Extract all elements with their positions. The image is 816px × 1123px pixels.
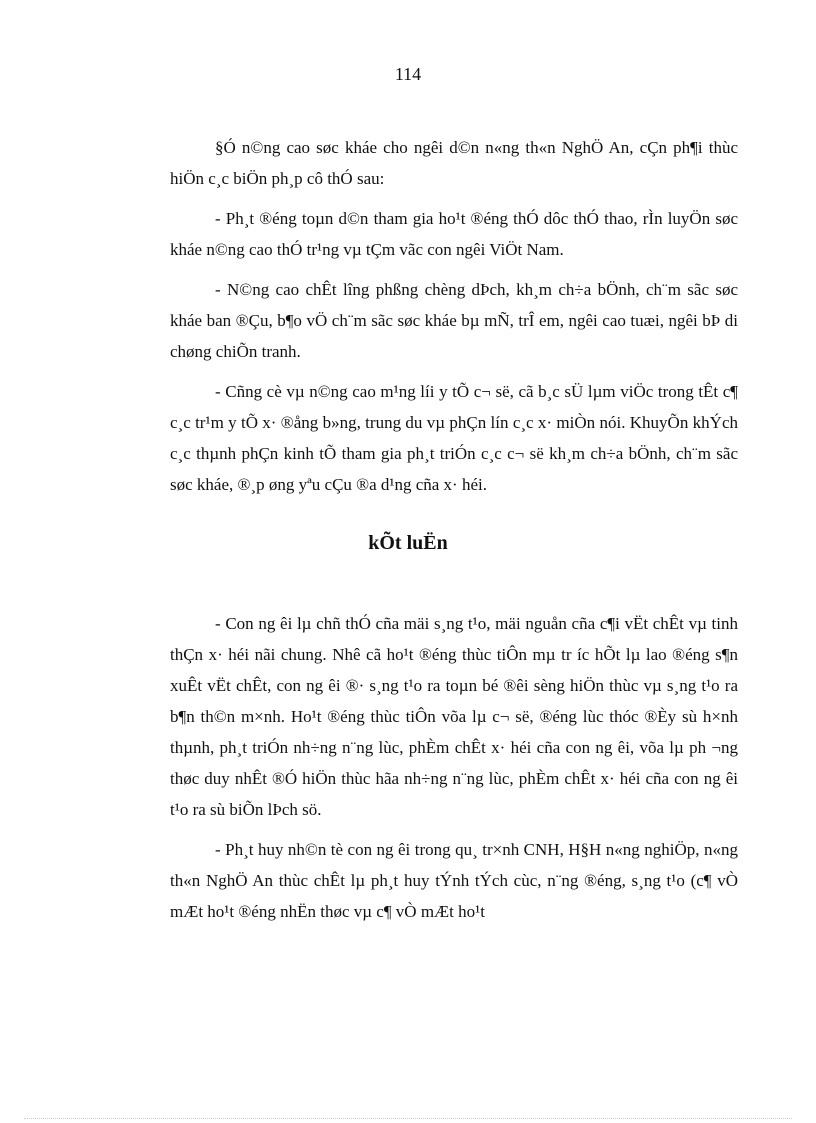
paragraph-medical-network: - Cñng cè vµ n©ng cao m¹ng líi y tÕ c¬ së, cã b¸c sÜ lµm viÖc trong tÊt c¶ c¸c tr¹m y tÕ x· ®ång b»ng, trung du vµ phÇn lín c¸c x· miÒn nói. KhuyÕn khÝch c¸c thµnh phÇn kinh tÕ tham gia ph¸t triÓn c¸c c¬ së kh¸m ch÷a bÖnh, ch¨m sãc søc kháe, ®¸p øng yªu cÇu ®a d¹ng cña x· héi. [170,382,738,494]
paragraph-intro: §Ó n©ng cao søc kháe cho ngêi d©n n«ng th«n NghÖ An, cÇn ph¶i thùc hiÖn c¸c biÖn ph¸p cô thÓ sau: [170,138,738,188]
section-recommendations [170,132,738,500]
section-conclusion [170,608,738,927]
paragraph-human-factor: - Ph¸t huy nh©n tè con ng êi trong qu¸ tr×nh CNH, H§H n«ng nghiÖp, n«ng th«n NghÖ An thùc chÊt lµ ph¸t huy tÝnh tÝch cùc, n¨ng ®éng, s¸ng t¹o (c¶ vÒ mÆt ho¹t ®éng nhËn thøc vµ c¶ vÒ mÆt ho¹t [170,840,738,921]
section-heading-conclusion: kÕt luËn [368,532,448,554]
paragraph-human-subject: - Con ng êi lµ chñ thÓ cña mäi s¸ng t¹o, mäi nguån cña c¶i vËt chÊt vµ tinh thÇn x· héi nãi chung. Nhê cã ho¹t ®éng thùc tiÔn mµ tr íc hÕt lµ lao ®éng s¶n xuÊt vËt chÊt, con ng êi ®· s¸ng t¹o ra toµn bé ®êi sèng hiÖn thùc vµ s¸ng t¹o ra b¶n th©n m×nh. Ho¹t ®éng thùc tiÔn võa lµ c¬ së, ®éng lùc thóc ®Èy sù h×nh thµnh, ph¸t triÓn nh÷ng n¨ng lùc, phÈm chÊt x· héi cña con ng êi, võa lµ ph ¬ng thøc duy nhÊt ®Ó hiÖn thùc hãa nh÷ng n¨ng lùc, phÈm chÊt x· héi cña con ng êi t¹o ra sù biÕn lÞch sö. [170,614,738,819]
page-number: 114 [394,64,422,84]
paragraph-sports: - Ph¸t ®éng toµn d©n tham gia ho¹t ®éng thÓ dôc thÓ thao, rÌn luyÖn søc kháe n©ng cao thÓ tr¹ng vµ tÇm vãc con ngêi ViÖt Nam. [170,209,738,259]
paragraph-healthcare: - N©ng cao chÊt lîng phßng chèng dÞch, kh¸m ch÷a bÖnh, ch¨m sãc søc kháe ban ®Çu, b¶o vÖ ch¨m sãc søc kháe bµ mÑ, trÎ em, ngêi cao tuæi, ngêi bÞ di chøng chiÕn tranh. [170,280,738,361]
page-bottom-divider [24,1118,792,1119]
